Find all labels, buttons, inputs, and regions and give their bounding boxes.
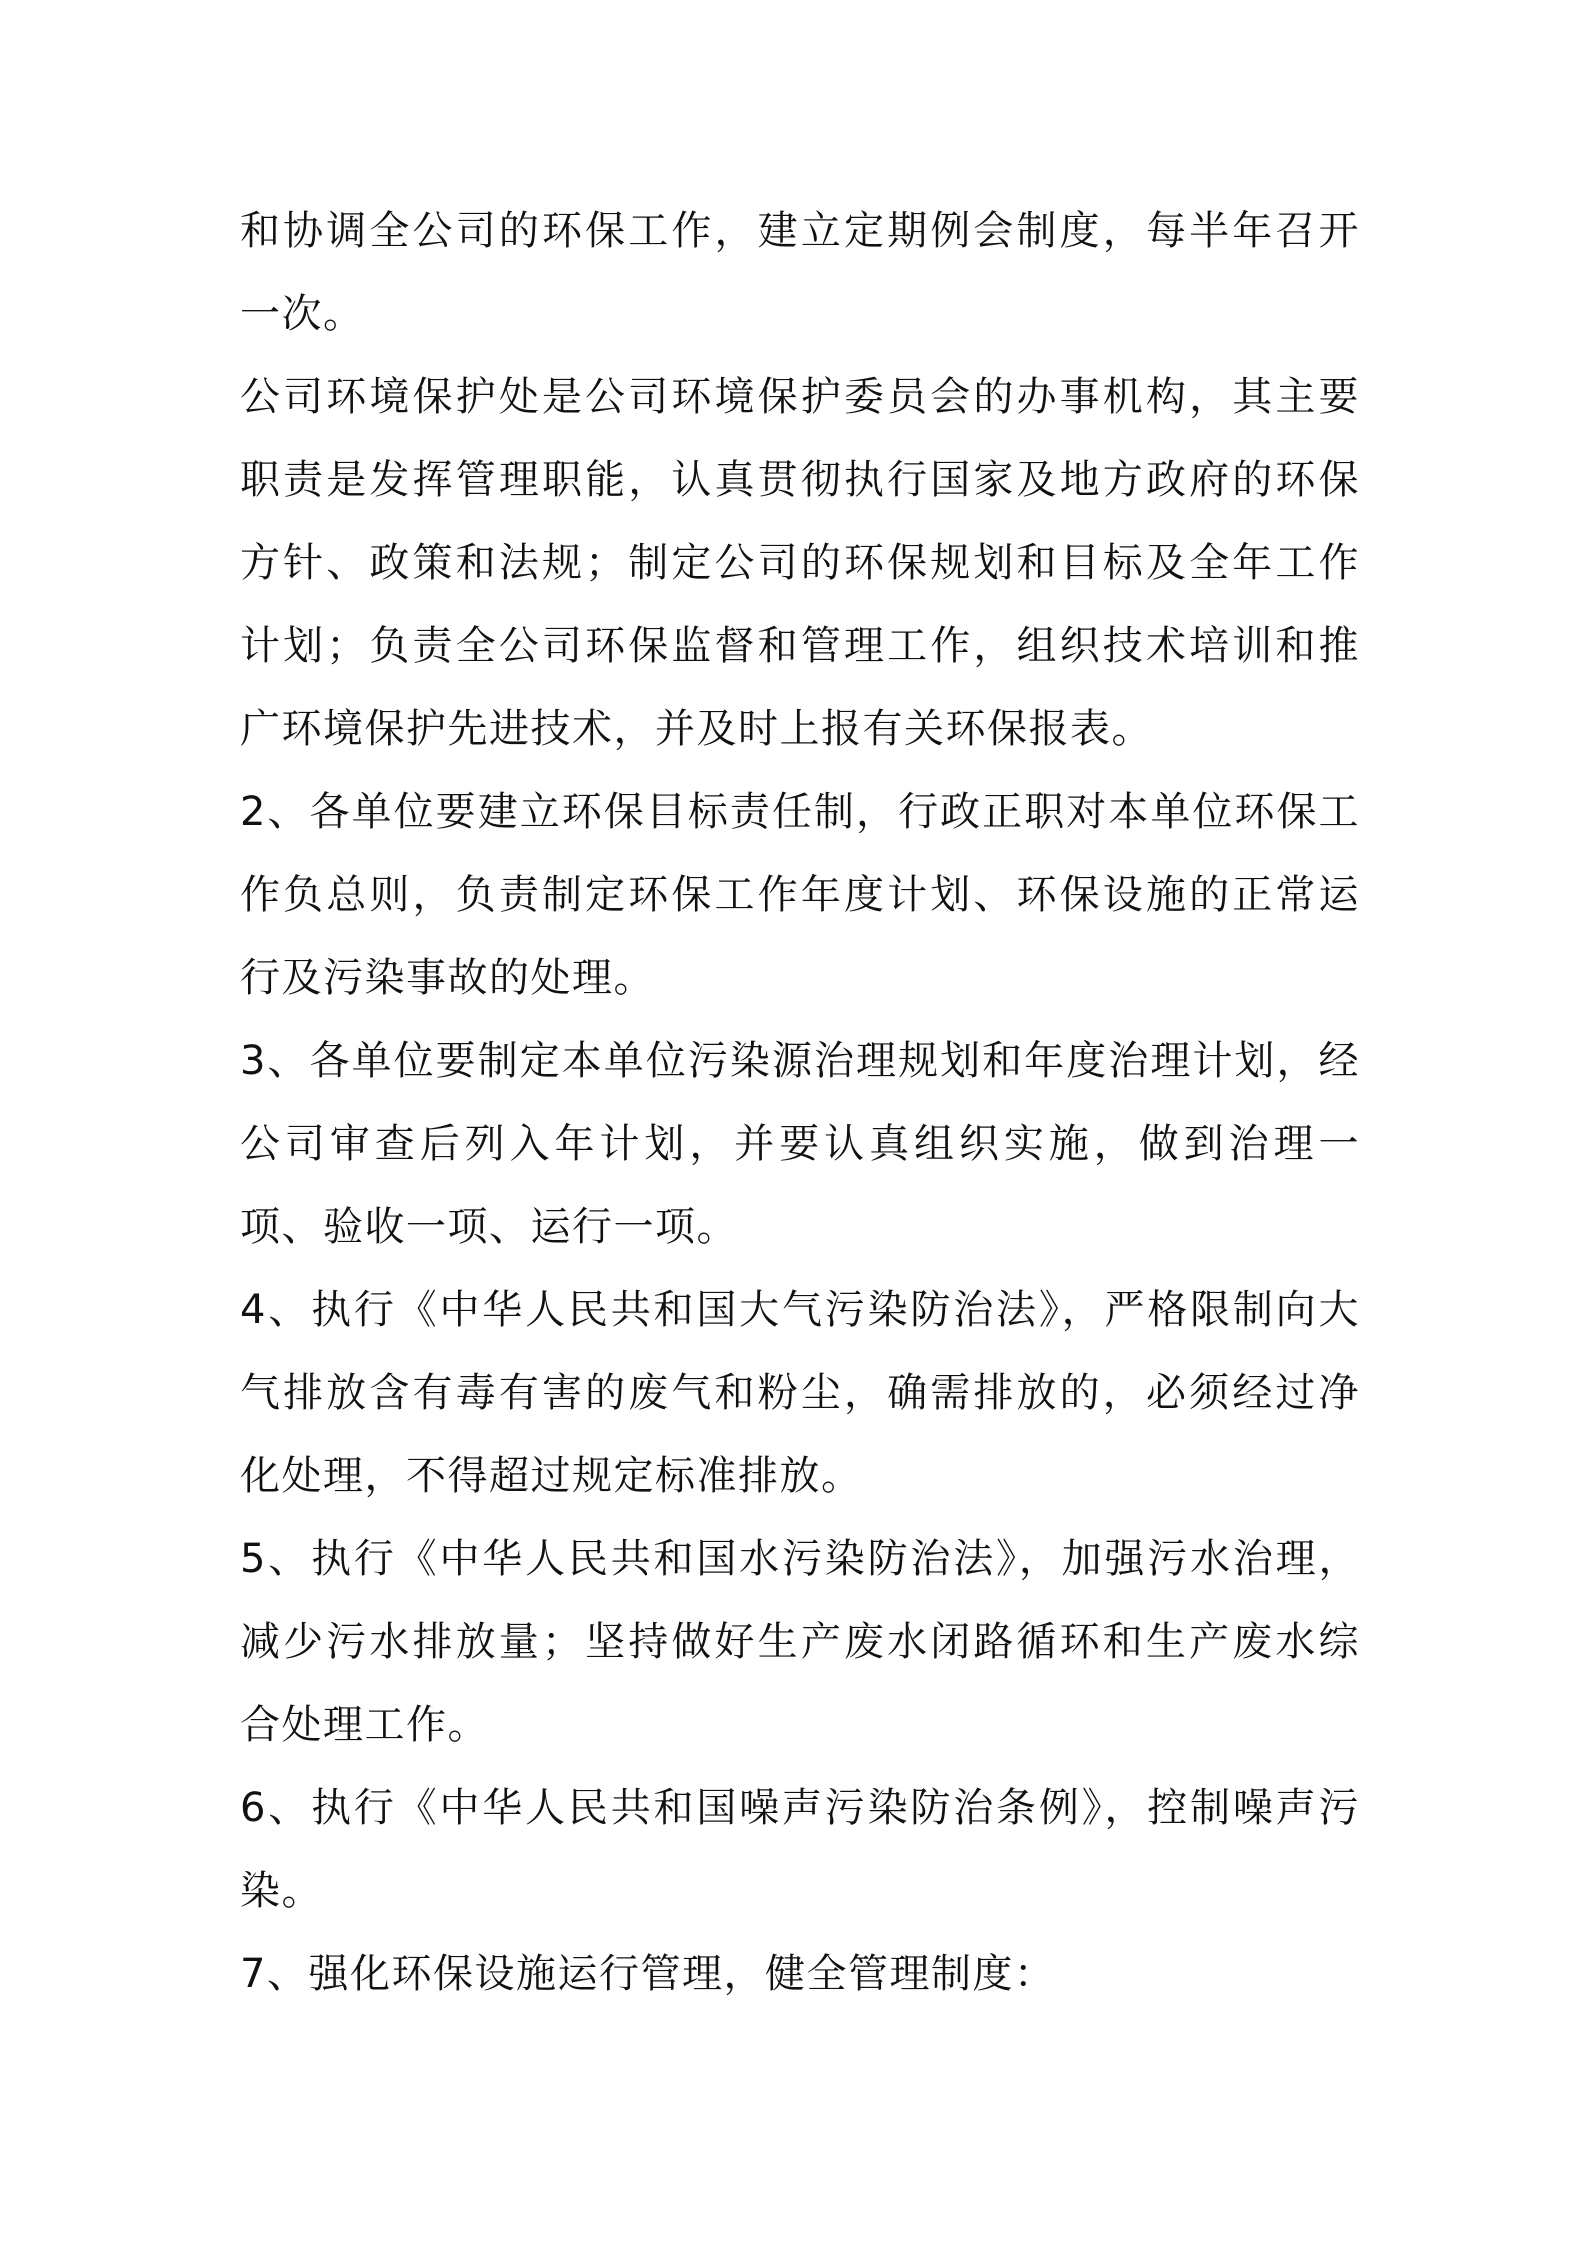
document-body — [240, 190, 1360, 2016]
paragraph-item-6: 6、执行《中华人民共和国噪声污染防治条例》，控制噪声污染。 — [240, 1785, 1360, 1914]
paragraph-item-5: 5、执行《中华人民共和国水污染防治法》，加强污水治理，减少污水排放量；坚持做好生产废水闭路循环和生产废水综合处理工作。 — [240, 1536, 1360, 1748]
paragraph-environment-office: 公司环境保护处是公司环境保护委员会的办事机构，其主要职责是发挥管理职能，认真贯彻执行国家及地方政府的环保方针、政策和法规；制定公司的环保规划和目标及全年工作计划；负责全公司环保监督和管理工作，组织技术培训和推广环境保护先进技术，并及时上报有关环保报表。 — [240, 374, 1360, 752]
paragraph-item-7: 7、强化环保设施运行管理，健全管理制度： — [240, 1951, 1056, 1997]
paragraph-item-3: 3、各单位要制定本单位污染源治理规划和年度治理计划，经公司审查后列入年计划，并要认真组织实施，做到治理一项、验收一项、运行一项。 — [240, 1038, 1360, 1250]
paragraph-item-2: 2、各单位要建立环保目标责任制，行政正职对本单位环保工作负总则，负责制定环保工作年度计划、环保设施的正常运行及污染事故的处理。 — [240, 789, 1360, 1001]
paragraph-continuation: 和协调全公司的环保工作，建立定期例会制度，每半年召开一次。 — [240, 208, 1360, 337]
paragraph-item-4: 4、执行《中华人民共和国大气污染防治法》，严格限制向大气排放含有毒有害的废气和粉尘，确需排放的，必须经过净化处理，不得超过规定标准排放。 — [240, 1287, 1360, 1499]
